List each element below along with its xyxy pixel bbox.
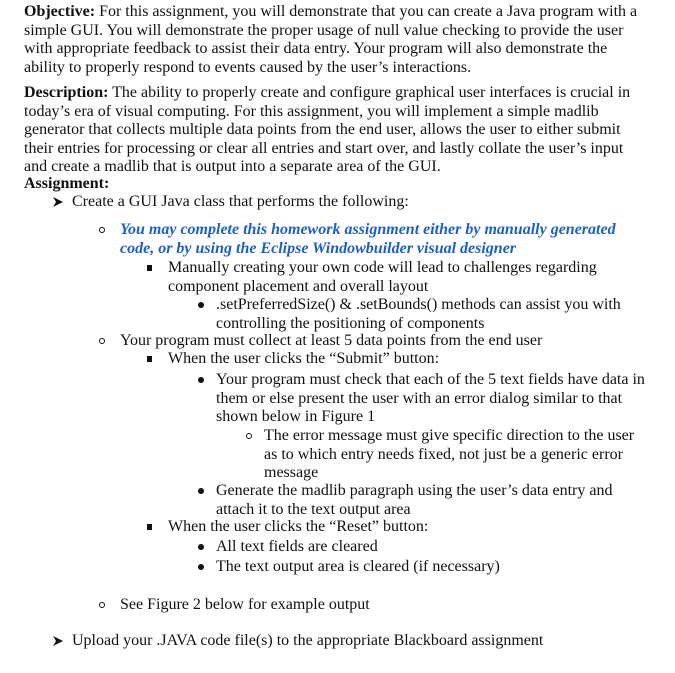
list-item-line: them or else present the user with an error dialog similar to that bbox=[216, 389, 623, 407]
list-item-line: component placement and overall layout bbox=[168, 277, 429, 295]
list-item bbox=[72, 632, 543, 651]
text-line: today’s era of visual computing. For this assignment, you will implement a simple madlib bbox=[24, 102, 599, 120]
list-item-line: Create a GUI Java class that performs the following: bbox=[72, 193, 409, 210]
list-item bbox=[120, 332, 542, 351]
list-item-line: Your program must collect at least 5 data points from the end user bbox=[120, 332, 543, 349]
list-item-line: code, or by using the Eclipse Windowbuilder visual designer bbox=[120, 239, 517, 257]
list-item-line: message bbox=[264, 464, 319, 482]
list-item bbox=[72, 193, 409, 212]
list-item bbox=[216, 371, 645, 427]
square-bullet-icon bbox=[147, 350, 152, 369]
list-item bbox=[216, 482, 612, 519]
list-item bbox=[264, 427, 634, 483]
list-item-line: When the user clicks the “Reset” button: bbox=[168, 518, 429, 535]
arrow-bullet-icon bbox=[52, 193, 64, 215]
list-item-line: Upload your .JAVA code file(s) to the appropriate Blackboard assignment bbox=[72, 632, 544, 649]
list-item-line: Generate the madlib paragraph using the user’s data entry and bbox=[216, 482, 613, 499]
dot-bullet-icon bbox=[198, 371, 204, 390]
text-line: ability to properly respond to events caused by the user’s interactions. bbox=[24, 58, 472, 76]
objective-paragraph bbox=[24, 3, 637, 77]
list-item bbox=[168, 350, 439, 369]
list-item-line: .setPreferredSize() & .setBounds() methods can assist you with bbox=[216, 296, 621, 313]
arrow-bullet-icon bbox=[52, 632, 64, 654]
text-line: For this assignment, you will demonstrate that you can create a Java program with a bbox=[95, 3, 638, 20]
text-line: The ability to properly create and configure graphical user interfaces is crucial in bbox=[108, 84, 631, 101]
list-item-line: The error message must give specific direction to the user bbox=[264, 427, 635, 444]
list-item-line: attach it to the text output area bbox=[216, 500, 411, 518]
list-item-line: You may complete this homework assignment either by manually generated bbox=[120, 221, 616, 238]
assignment-heading: Assignment: bbox=[24, 175, 110, 192]
list-item bbox=[120, 596, 370, 615]
list-item bbox=[216, 558, 500, 577]
circle-bullet-icon bbox=[99, 221, 105, 240]
list-item bbox=[216, 296, 621, 333]
text-line: with appropriate feedback to assist their data entry. Your program will also demonstrate the bbox=[24, 40, 608, 58]
list-item bbox=[168, 518, 428, 537]
list-item-line: All text fields are cleared bbox=[216, 538, 378, 555]
list-item-line: as to which entry needs fixed, not just be a generic error bbox=[264, 445, 623, 463]
circle-bullet-icon bbox=[99, 332, 105, 351]
list-item-line: When the user clicks the “Submit” button: bbox=[168, 350, 440, 367]
description-label: Description: bbox=[24, 84, 109, 101]
list-item-line: controlling the positioning of components bbox=[216, 314, 485, 332]
dot-bullet-icon bbox=[198, 538, 204, 557]
list-item bbox=[120, 221, 616, 258]
dot-bullet-icon bbox=[198, 482, 204, 501]
square-bullet-icon bbox=[147, 259, 152, 278]
text-line: and create a madlib that is output into a separate area of the GUI. bbox=[24, 158, 441, 176]
dot-bullet-icon bbox=[198, 296, 204, 315]
text-line: simple GUI. You will demonstrate the proper usage of null value checking to provide the user bbox=[24, 21, 624, 39]
dot-bullet-icon bbox=[198, 558, 204, 577]
list-item-line: Your program must check that each of the 5 text fields have data in bbox=[216, 371, 645, 388]
list-item-line: shown below in Figure 1 bbox=[216, 408, 376, 426]
objective-label: Objective: bbox=[24, 3, 96, 20]
circle-bullet-icon bbox=[99, 596, 105, 615]
square-bullet-icon bbox=[147, 518, 152, 537]
circle-bullet-icon bbox=[246, 427, 252, 446]
list-item-line: The text output area is cleared (if necessary) bbox=[216, 558, 500, 575]
list-item-line: See Figure 2 below for example output bbox=[120, 596, 370, 613]
description-paragraph bbox=[24, 84, 630, 177]
text-line: their entries for processing or clear all entries and start over, and lastly collate the user’s input bbox=[24, 139, 624, 157]
text-line: generator that collects multiple data points from the end user, allows the user to either submit bbox=[24, 121, 621, 139]
list-item bbox=[216, 538, 378, 557]
list-item bbox=[168, 259, 597, 296]
list-item-line: Manually creating your own code will lead to challenges regarding bbox=[168, 259, 597, 276]
